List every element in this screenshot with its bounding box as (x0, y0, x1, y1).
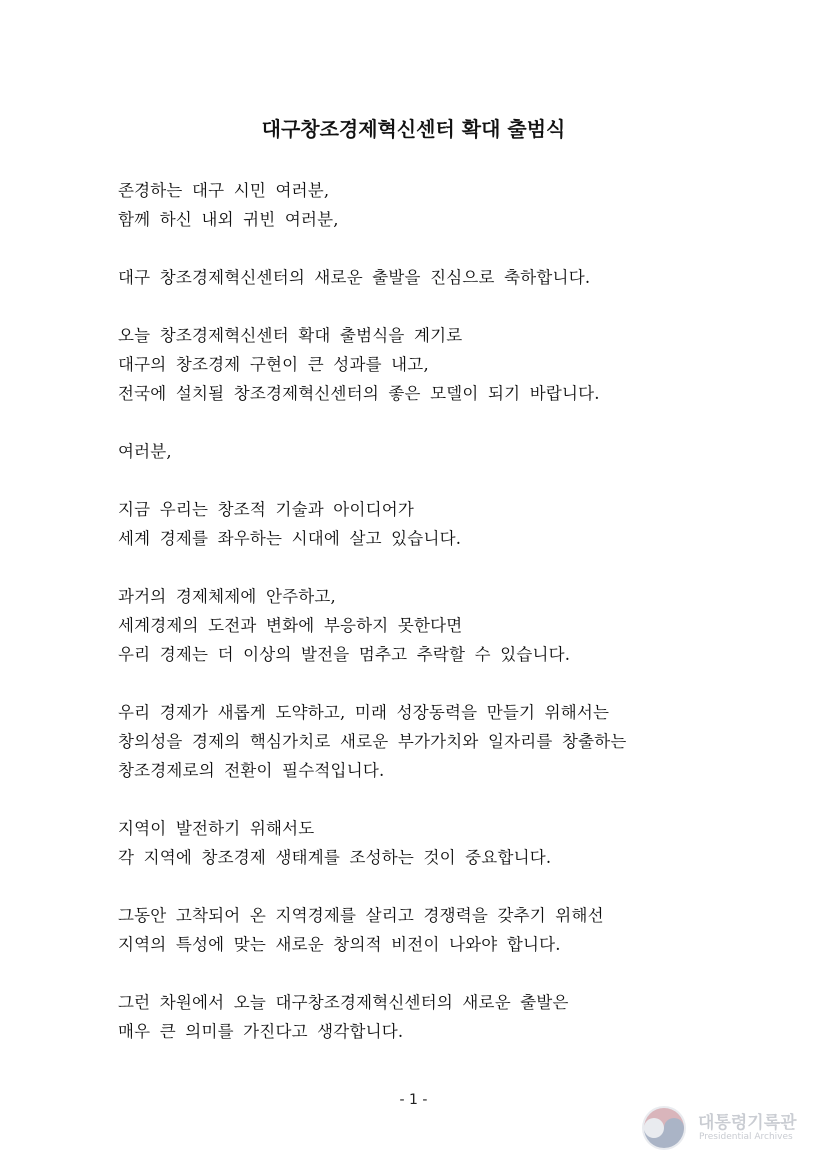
text-line: 전국에 설치될 창조경제혁신센터의 좋은 모델이 되기 바랍니다. (118, 384, 600, 403)
text-line: 지역의 특성에 맞는 새로운 창의적 비전이 나와야 합니다. (118, 935, 561, 954)
paragraph (118, 176, 758, 234)
text-line: 창조경제로의 전환이 필수적입니다. (118, 761, 385, 780)
paragraph (118, 582, 758, 669)
document-body (118, 176, 758, 1075)
page-title: 대구창조경제혁신센터 확대 출범식 (261, 117, 566, 141)
paragraph (118, 901, 758, 959)
paragraph (118, 321, 758, 408)
text-line: 함께 하신 내외 귀빈 여러분, (118, 210, 339, 229)
paragraph (118, 495, 758, 553)
text-line: 그동안 고착되어 온 지역경제를 살리고 경쟁력을 갖추기 위해선 (118, 906, 604, 925)
watermark-name: 대통령기록관 (698, 1113, 797, 1133)
text-line: 지금 우리는 창조적 기술과 아이디어가 (118, 500, 415, 519)
text-line: 지역이 발전하기 위해서도 (118, 819, 315, 838)
text-line: 그런 차원에서 오늘 대구창조경제혁신센터의 새로운 출발은 (118, 993, 569, 1012)
paragraph (118, 698, 758, 785)
watermark-subtitle: Presidential Archives (699, 1132, 793, 1142)
paragraph (118, 814, 758, 872)
paragraph (118, 263, 758, 292)
paragraph (118, 437, 758, 466)
text-line: 세계 경제를 좌우하는 시대에 살고 있습니다. (118, 529, 462, 548)
taegeuk-logo-icon (640, 1104, 690, 1152)
text-line: 세계경제의 도전과 변화에 부응하지 못한다면 (118, 616, 463, 635)
text-line: 창의성을 경제의 핵심가치로 새로운 부가가치와 일자리를 창출하는 (118, 732, 627, 751)
paragraph (118, 988, 758, 1046)
archive-watermark (640, 1104, 810, 1152)
page-number: - 1 - (399, 1092, 428, 1108)
text-line: 존경하는 대구 시민 여러분, (118, 181, 330, 200)
text-line: 각 지역에 창조경제 생태계를 조성하는 것이 중요합니다. (118, 848, 552, 867)
text-line: 오늘 창조경제혁신센터 확대 출범식을 계기로 (118, 326, 463, 345)
text-line: 우리 경제가 새롭게 도약하고, 미래 성장동력을 만들기 위해서는 (118, 703, 610, 722)
text-line: 대구의 창조경제 구현이 큰 성과를 내고, (118, 355, 429, 374)
text-line: 우리 경제는 더 이상의 발전을 멈추고 추락할 수 있습니다. (118, 645, 571, 664)
text-line: 대구 창조경제혁신센터의 새로운 출발을 진심으로 축하합니다. (118, 268, 591, 287)
text-line: 매우 큰 의미를 가진다고 생각합니다. (118, 1022, 404, 1041)
text-line: 과거의 경제체제에 안주하고, (118, 587, 337, 606)
text-line: 여러분, (118, 442, 172, 461)
